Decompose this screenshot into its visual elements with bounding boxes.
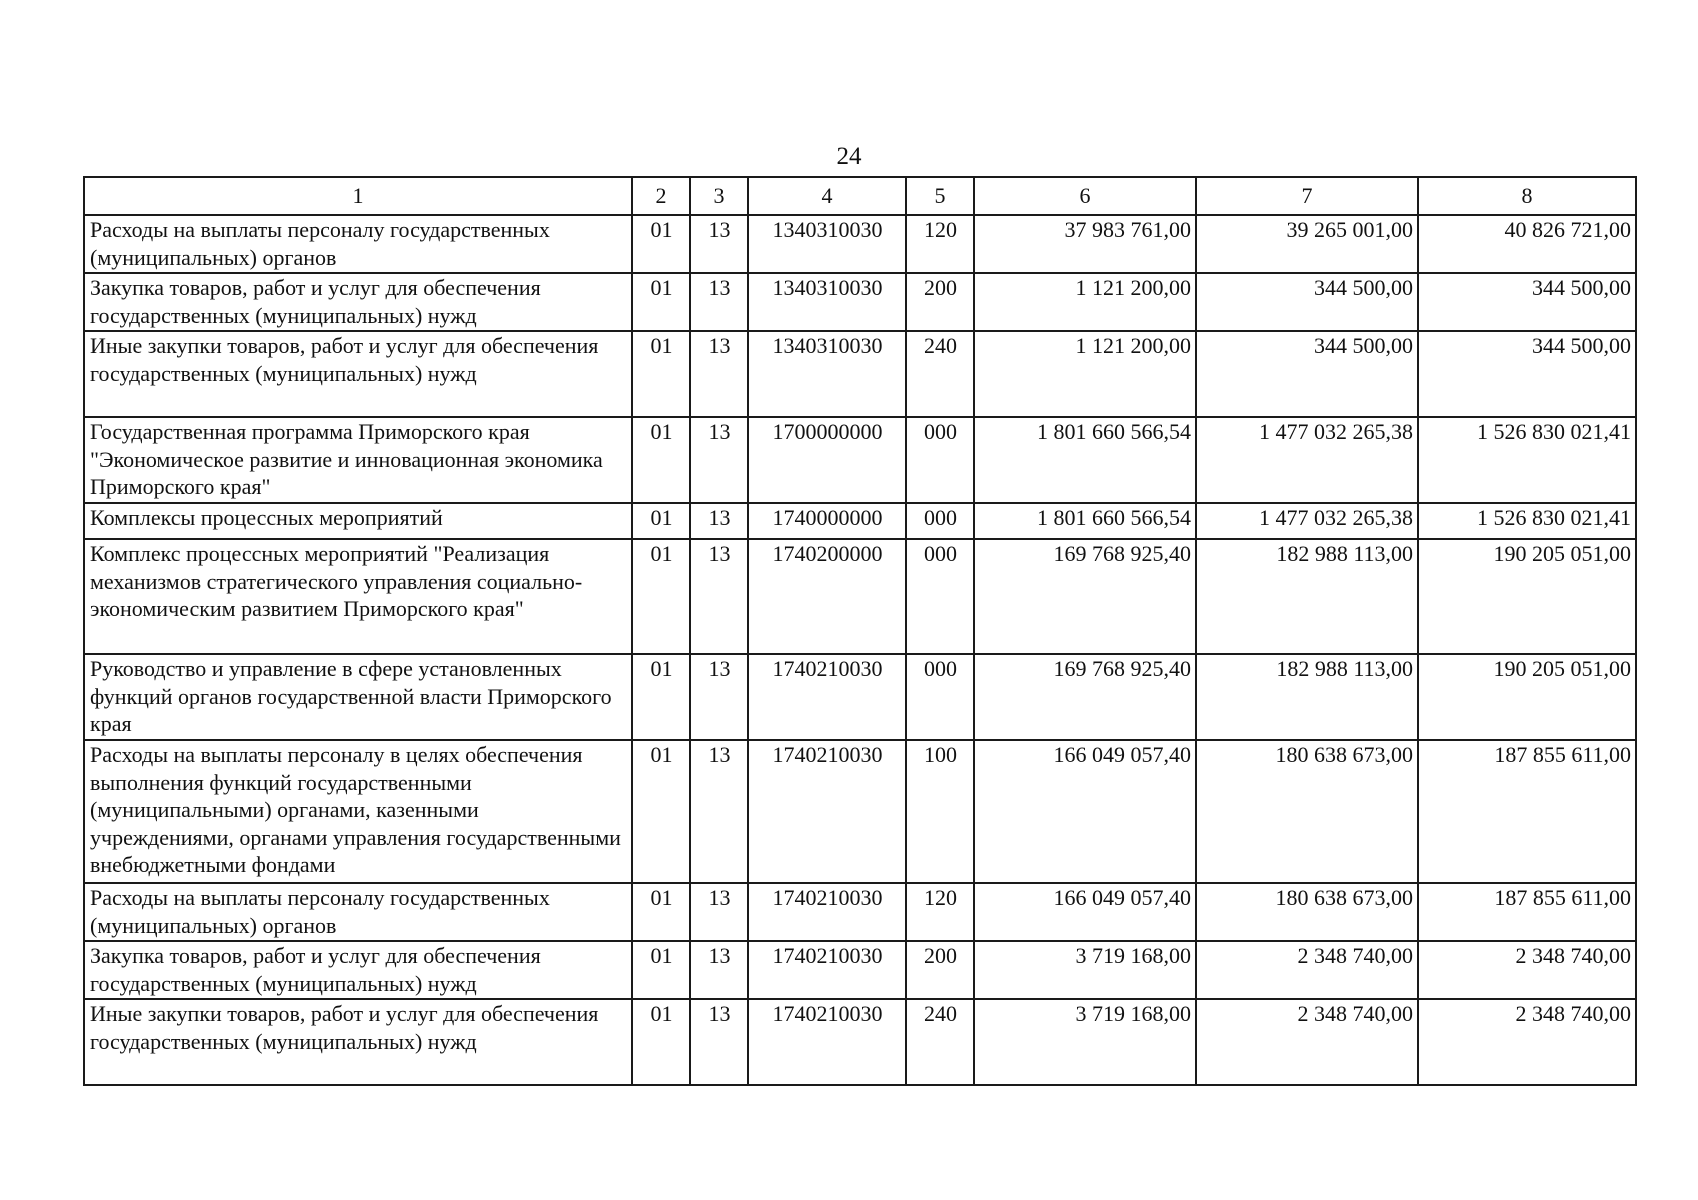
- row-expense-type: 100: [906, 740, 974, 883]
- table-row: [84, 883, 1636, 941]
- header-col-2: 2: [632, 177, 690, 215]
- header-row: [84, 177, 1636, 215]
- row-amount-col7: 344 500,00: [1196, 331, 1418, 417]
- row-section: 01: [632, 740, 690, 883]
- table-row: [84, 331, 1636, 417]
- row-target-article: 1740200000: [748, 539, 906, 654]
- row-amount-col8: 1 526 830 021,41: [1418, 503, 1636, 539]
- row-amount-col8: 344 500,00: [1418, 273, 1636, 331]
- row-name: Иные закупки товаров, работ и услуг для обеспечения государственных (муниципальных) нужд: [84, 331, 632, 417]
- page-number: 24: [836, 143, 862, 170]
- row-subsection: 13: [690, 654, 748, 740]
- row-target-article: 1740000000: [748, 503, 906, 539]
- header-col-3: 3: [690, 177, 748, 215]
- header-col-7: 7: [1196, 177, 1418, 215]
- row-amount-col7: 1 477 032 265,38: [1196, 417, 1418, 503]
- row-amount-col8: 190 205 051,00: [1418, 539, 1636, 654]
- row-section: 01: [632, 215, 690, 273]
- row-amount-col7: 39 265 001,00: [1196, 215, 1418, 273]
- row-amount-col7: 1 477 032 265,38: [1196, 503, 1418, 539]
- header-col-4: 4: [748, 177, 906, 215]
- row-name: Закупка товаров, работ и услуг для обеспечения государственных (муниципальных) нужд: [84, 941, 632, 999]
- row-subsection: 13: [690, 503, 748, 539]
- row-amount-col7: 182 988 113,00: [1196, 654, 1418, 740]
- row-subsection: 13: [690, 215, 748, 273]
- row-name: Закупка товаров, работ и услуг для обеспечения государственных (муниципальных) нужд: [84, 273, 632, 331]
- row-section: 01: [632, 883, 690, 941]
- row-subsection: 13: [690, 331, 748, 417]
- row-subsection: 13: [690, 417, 748, 503]
- row-target-article: 1340310030: [748, 273, 906, 331]
- row-subsection: 13: [690, 740, 748, 883]
- row-subsection: 13: [690, 539, 748, 654]
- row-subsection: 13: [690, 999, 748, 1085]
- row-subsection: 13: [690, 273, 748, 331]
- row-amount-col8: 2 348 740,00: [1418, 941, 1636, 999]
- row-amount-col6: 166 049 057,40: [974, 740, 1196, 883]
- row-subsection: 13: [690, 941, 748, 999]
- row-expense-type: 000: [906, 503, 974, 539]
- table-row: [84, 503, 1636, 539]
- row-amount-col6: 1 121 200,00: [974, 331, 1196, 417]
- row-section: 01: [632, 331, 690, 417]
- row-expense-type: 240: [906, 999, 974, 1085]
- row-amount-col6: 3 719 168,00: [974, 999, 1196, 1085]
- row-amount-col8: 1 526 830 021,41: [1418, 417, 1636, 503]
- row-amount-col7: 2 348 740,00: [1196, 941, 1418, 999]
- table-row: [84, 539, 1636, 654]
- row-section: 01: [632, 539, 690, 654]
- row-amount-col8: 344 500,00: [1418, 331, 1636, 417]
- row-section: 01: [632, 999, 690, 1085]
- row-target-article: 1340310030: [748, 331, 906, 417]
- table-row: [84, 215, 1636, 273]
- row-name: Расходы на выплаты персоналу государственных (муниципальных) органов: [84, 883, 632, 941]
- row-amount-col6: 166 049 057,40: [974, 883, 1196, 941]
- row-amount-col6: 169 768 925,40: [974, 539, 1196, 654]
- row-amount-col6: 1 801 660 566,54: [974, 417, 1196, 503]
- row-expense-type: 120: [906, 883, 974, 941]
- row-amount-col6: 169 768 925,40: [974, 654, 1196, 740]
- row-expense-type: 000: [906, 654, 974, 740]
- row-name: Комплексы процессных мероприятий: [84, 503, 632, 539]
- row-target-article: 1740210030: [748, 941, 906, 999]
- row-name: Расходы на выплаты персоналу в целях обеспечения выполнения функций государственными (муниципальными) органами, казенными учреждениями, органами управления государственными внебюджетными фондами: [84, 740, 632, 883]
- header-col-5: 5: [906, 177, 974, 215]
- header-col-8: 8: [1418, 177, 1636, 215]
- table-row: [84, 273, 1636, 331]
- row-target-article: 1740210030: [748, 999, 906, 1085]
- row-section: 01: [632, 417, 690, 503]
- row-expense-type: 000: [906, 539, 974, 654]
- row-amount-col8: 2 348 740,00: [1418, 999, 1636, 1085]
- budget-table: [83, 176, 1637, 1086]
- row-amount-col7: 180 638 673,00: [1196, 740, 1418, 883]
- row-amount-col7: 180 638 673,00: [1196, 883, 1418, 941]
- row-amount-col8: 187 855 611,00: [1418, 883, 1636, 941]
- table-row: [84, 941, 1636, 999]
- row-amount-col8: 187 855 611,00: [1418, 740, 1636, 883]
- row-target-article: 1700000000: [748, 417, 906, 503]
- row-target-article: 1740210030: [748, 654, 906, 740]
- row-name: Комплекс процессных мероприятий "Реализация механизмов стратегического управления социально-экономическим развитием Приморского края": [84, 539, 632, 654]
- row-section: 01: [632, 654, 690, 740]
- row-amount-col7: 2 348 740,00: [1196, 999, 1418, 1085]
- row-name: Расходы на выплаты персоналу государственных (муниципальных) органов: [84, 215, 632, 273]
- row-name: Руководство и управление в сфере установленных функций органов государственной власти Приморского края: [84, 654, 632, 740]
- row-name: Иные закупки товаров, работ и услуг для обеспечения государственных (муниципальных) нужд: [84, 999, 632, 1085]
- row-target-article: 1740210030: [748, 883, 906, 941]
- row-name: Государственная программа Приморского края "Экономическое развитие и инновационная экономика Приморского края": [84, 417, 632, 503]
- row-amount-col8: 190 205 051,00: [1418, 654, 1636, 740]
- row-amount-col8: 40 826 721,00: [1418, 215, 1636, 273]
- row-expense-type: 120: [906, 215, 974, 273]
- row-amount-col6: 1 801 660 566,54: [974, 503, 1196, 539]
- header-col-6: 6: [974, 177, 1196, 215]
- row-section: 01: [632, 503, 690, 539]
- row-amount-col6: 1 121 200,00: [974, 273, 1196, 331]
- row-subsection: 13: [690, 883, 748, 941]
- row-expense-type: 200: [906, 941, 974, 999]
- row-section: 01: [632, 941, 690, 999]
- row-target-article: 1740210030: [748, 740, 906, 883]
- table-row: [84, 999, 1636, 1085]
- table-row: [84, 740, 1636, 883]
- row-target-article: 1340310030: [748, 215, 906, 273]
- row-amount-col6: 37 983 761,00: [974, 215, 1196, 273]
- table-row: [84, 417, 1636, 503]
- row-amount-col7: 182 988 113,00: [1196, 539, 1418, 654]
- row-amount-col7: 344 500,00: [1196, 273, 1418, 331]
- row-expense-type: 240: [906, 331, 974, 417]
- header-col-1: 1: [84, 177, 632, 215]
- row-expense-type: 000: [906, 417, 974, 503]
- row-expense-type: 200: [906, 273, 974, 331]
- row-amount-col6: 3 719 168,00: [974, 941, 1196, 999]
- row-section: 01: [632, 273, 690, 331]
- table-row: [84, 654, 1636, 740]
